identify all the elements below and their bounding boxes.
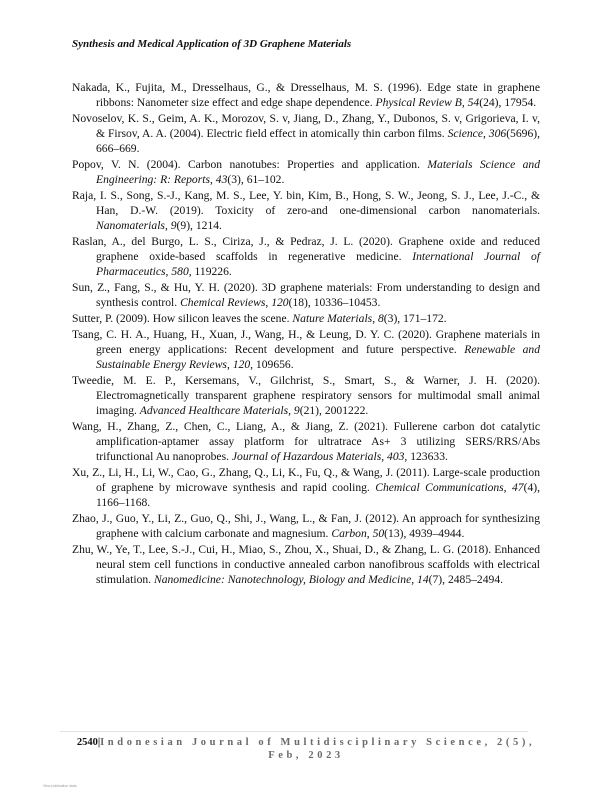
reference-text: (13), 4939–4944. xyxy=(384,526,465,540)
reference-entry xyxy=(72,158,540,188)
reference-text: , 123633. xyxy=(404,449,448,463)
reference-entry xyxy=(72,112,540,156)
reference-entry xyxy=(72,512,540,542)
reference-italic-text: 9 xyxy=(170,218,177,232)
reference-text: , xyxy=(411,572,418,586)
reference-text: , xyxy=(381,449,388,463)
reference-text: , xyxy=(372,311,378,325)
reference-text: Raja, I. S., Song, S.-J., Kang, M. S., Lee, Y. bin, Kim, B., Hong, S. W., Jeong, S. J., Lee, J.-C., & Han, D.-W. (2019). Toxicity of zero-and one-dimensional carbon nanomaterials. xyxy=(72,189,540,217)
reference-italic-text: 8 xyxy=(377,311,384,325)
reference-text: Zhu, W., Ye, T., Lee, S.-J., Cui, H., Miao, S., Zhou, X., Shuai, D., & Zhang, L. G. (2018). Enhanced neural stem cell functions in conductive annealed carbon nanofibrous scaffolds with electrical stimulation. xyxy=(72,542,540,586)
reference-entry xyxy=(72,281,540,311)
reference-italic-text: 47 xyxy=(511,480,524,494)
view-publication-stats-link[interactable]: View publication stats xyxy=(43,784,77,788)
reference-list xyxy=(72,81,540,589)
reference-text: , xyxy=(209,172,216,186)
reference-entry xyxy=(72,189,540,233)
reference-italic-text: Physical Review B xyxy=(375,95,462,109)
reference-text: Sun, Z., Fang, S., & Hu, Y. H. (2020). 3D graphene materials: From understanding to design and synthesis control. xyxy=(72,280,540,309)
reference-text: (4), 1166–1168. xyxy=(96,480,540,509)
footer-divider xyxy=(60,731,528,732)
reference-italic-text: 14 xyxy=(417,572,429,586)
reference-text: (21), 2001222. xyxy=(299,403,369,417)
reference-text: (24), 17954. xyxy=(479,95,537,109)
reference-italic-text: 120 xyxy=(232,357,251,371)
reference-text: (7), 2485–2494. xyxy=(428,572,504,586)
reference-text: (5696), 666–669. xyxy=(96,126,540,155)
reference-text: , 119226. xyxy=(188,264,232,278)
footer-separator: | xyxy=(97,737,101,748)
page-footer xyxy=(72,736,540,762)
reference-text: (9), 1214. xyxy=(176,218,222,232)
reference-entry xyxy=(72,420,540,464)
reference-text: Sutter, P. (2009). How silicon leaves the scene. xyxy=(72,311,293,325)
reference-italic-text: Advanced Healthcare Materials xyxy=(139,403,289,417)
reference-text: , xyxy=(366,526,373,540)
reference-italic-text: Journal of Hazardous Materials xyxy=(231,449,382,463)
reference-italic-text: Chemical Communications xyxy=(375,480,504,494)
reference-italic-text: 9 xyxy=(293,403,300,417)
reference-text: Nakada, K., Fujita, M., Dresselhaus, G., & Dresselhaus, M. S. (1996). Edge state in graphene ribbons: Nanometer size effect and edge shape dependence. xyxy=(72,81,540,109)
reference-text: , xyxy=(226,357,233,371)
reference-text: Raslan, A., del Burgo, L. S., Ciriza, J., & Pedraz, J. L. (2020). Graphene oxide and reduced graphene oxide-based scaffolds in regenerative medicine. xyxy=(72,234,540,263)
reference-text: (18), 10336–10453. xyxy=(288,295,381,309)
reference-text: , xyxy=(164,218,171,232)
reference-italic-text: 54 xyxy=(467,95,480,109)
reference-text: , xyxy=(288,403,294,417)
reference-italic-text: 580 xyxy=(171,264,189,278)
reference-text: , xyxy=(165,264,172,278)
reference-text: Wang, H., Zhang, Z., Chen, C., Liang, A., & Jiang, Z. (2021). Fullerene carbon dot catalytic amplification-aptamer assay platform for ultratrace As+ 3 utilizing SERS/RRS/Abs trifunctional Au nanoprobes. xyxy=(72,420,540,463)
reference-entry xyxy=(72,374,540,418)
reference-text: (3), 61–102. xyxy=(227,172,285,186)
page-number: 2540 xyxy=(76,737,98,748)
reference-italic-text: Nanomaterials xyxy=(96,218,165,232)
reference-text: Tweedie, M. E. P., Kersemans, V., Gilchrist, S., Smart, S., & Warner, J. H. (2020). Electromagnetically transparent graphene respiratory sensors for multimodal small animal imaging. xyxy=(72,374,540,417)
reference-text: , 109656. xyxy=(250,357,294,371)
reference-text: (3), 171–172. xyxy=(383,311,447,325)
reference-text: Xu, Z., Li, H., Li, W., Cao, G., Zhang, Q., Li, K., Fu, Q., & Wang, J. (2011). Large-scale production of graphene by microwave synthesis and rapid cooling. xyxy=(72,465,540,494)
reference-text: , xyxy=(461,95,468,109)
reference-entry xyxy=(72,543,540,587)
reference-text: Popov, V. N. (2004). Carbon nanotubes: Properties and application. xyxy=(72,157,428,171)
reference-text: , xyxy=(503,480,512,494)
reference-italic-text: International Journal of Pharmaceutics xyxy=(96,249,540,278)
reference-italic-text: 306 xyxy=(488,126,507,140)
reference-text: Zhao, J., Guo, Y., Li, Z., Guo, Q., Shi, J., Wang, L., & Fan, J. (2012). An approach for synthesizing graphene with calcium carbonate and magnesium. xyxy=(72,511,540,540)
reference-text: Tsang, C. H. A., Huang, H., Xuan, J., Wang, H., & Leung, D. Y. C. (2020). Graphene materials in green energy applications: Recent development and future perspective. xyxy=(72,328,540,357)
reference-entry xyxy=(72,312,540,327)
journal-citation: Indonesian Journal of Multidisciplinary Science, 2(5), Feb, 2023 xyxy=(100,737,536,761)
reference-italic-text: Science xyxy=(447,126,483,140)
reference-entry xyxy=(72,466,540,510)
reference-italic-text: Carbon xyxy=(331,526,367,540)
reference-italic-text: 50 xyxy=(372,526,385,540)
reference-entry xyxy=(72,235,540,279)
reference-italic-text: Chemical Reviews xyxy=(180,295,266,309)
reference-italic-text: Nanomedicine: Nanotechnology, Biology and Medicine xyxy=(153,572,412,586)
reference-entry xyxy=(72,81,540,111)
reference-text: , xyxy=(265,295,272,309)
reference-entry xyxy=(72,328,540,372)
running-header: Synthesis and Medical Application of 3D Graphene Materials xyxy=(72,38,352,50)
reference-italic-text: Renewable and Sustainable Energy Reviews xyxy=(96,343,540,371)
reference-italic-text: Materials Science and Engineering: R: Reports xyxy=(96,157,541,186)
reference-italic-text: 120 xyxy=(271,295,289,309)
reference-italic-text: 43 xyxy=(215,172,228,186)
reference-text: Novoselov, K. S., Geim, A. K., Morozov, S. v, Jiang, D., Zhang, Y., Dubonos, S. v, Grigorieva, I. v, & Firsov, A. A. (2004). Electric field effect in atomically thin carbon films. xyxy=(72,112,540,140)
reference-italic-text: 403 xyxy=(387,449,405,463)
reference-text: , xyxy=(482,126,489,140)
reference-italic-text: Nature Materials xyxy=(292,311,373,325)
